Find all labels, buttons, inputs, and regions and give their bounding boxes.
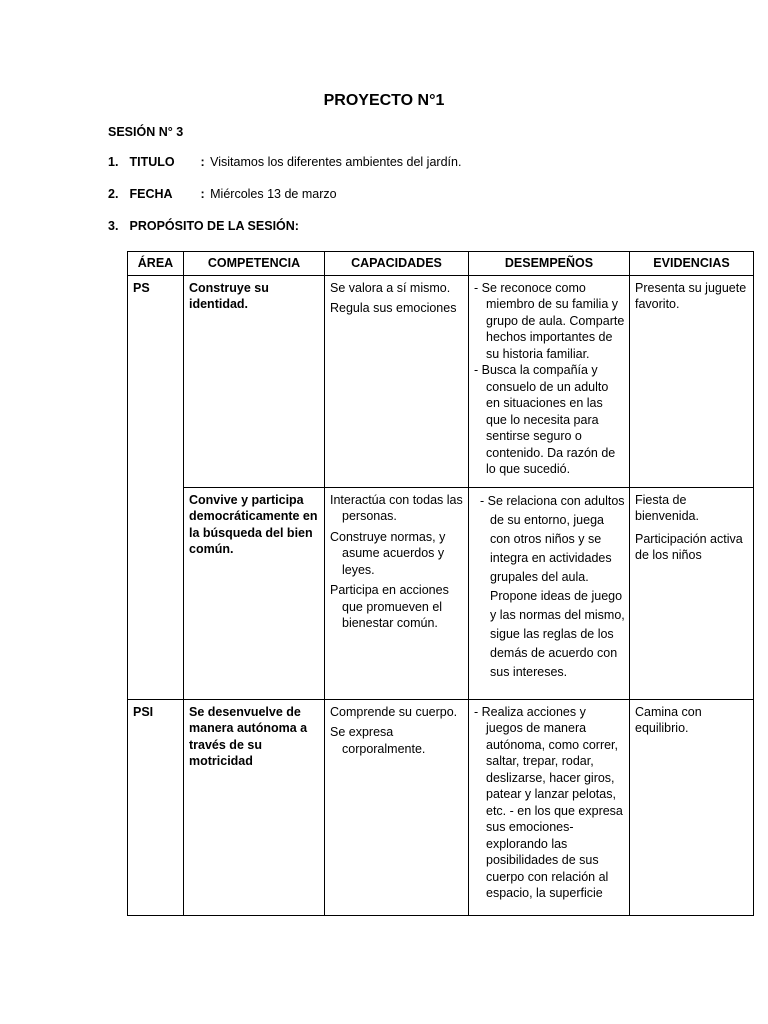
capacidad-item: Se expresa corporalmente.: [330, 725, 426, 756]
evidencias-cell: [630, 275, 754, 487]
capacidad-item: Participa en acciones que promueven el bienestar común.: [330, 583, 449, 630]
item-number: 3.: [108, 219, 119, 233]
competencia-cell: Construye su identidad.: [184, 275, 325, 487]
desempenos-cell: [469, 275, 630, 487]
item-colon: :: [200, 187, 205, 201]
item-number: 2.: [108, 187, 119, 201]
header-capacidades: CAPACIDADES: [325, 252, 469, 276]
area-cell: PS: [128, 275, 184, 699]
desempeno-item: - Se relaciona con adultos de su entorno, juega con otros niños y se integra en actividades grupales del aula. Propone ideas de juego y las normas del mismo, sigue las reglas de los demás de acuerdo con sus intereses.: [480, 493, 625, 679]
item-value: Miércoles 13 de marzo: [210, 187, 337, 201]
desempenos-cell: [469, 487, 630, 699]
capacidad-item: Comprende su cuerpo.: [330, 704, 458, 719]
capacidades-cell: [325, 487, 469, 699]
area-cell: PSI: [128, 699, 184, 915]
capacidades-cell: [325, 275, 469, 487]
item-value: Visitamos los diferentes ambientes del jardín.: [210, 155, 462, 169]
header-competencia: COMPETENCIA: [184, 252, 325, 276]
header-desempenos: DESEMPEÑOS: [469, 252, 630, 276]
desempeno-item: - Realiza acciones y juegos de manera autónoma, como correr, saltar, trepar, rodar, deslizarse, hacer giros, patear y lanzar pelotas, etc. - en los que expresa sus emociones- explorando las posibilidades de sus cuerpo con relación al espacio, la superficie: [474, 704, 623, 900]
session-number: SESIÓN N° 3: [108, 125, 184, 139]
capacidad-item: Interactúa con todas las personas.: [330, 492, 463, 523]
purpose-table: [127, 251, 754, 916]
item-titulo: [108, 155, 461, 169]
competencia-cell: Convive y participa democráticamente en la búsqueda del bien común.: [184, 487, 325, 699]
evidencia-item: Participación activa de los niños: [635, 531, 743, 562]
table-row: [128, 275, 754, 487]
table-header-row: [128, 252, 754, 276]
header-area: ÁREA: [128, 252, 184, 276]
desempenos-cell: [469, 699, 630, 915]
capacidad-item: Construye normas, y asume acuerdos y leyes.: [330, 529, 446, 577]
evidencia-item: Fiesta de bienvenida.: [635, 492, 699, 523]
item-label: FECHA: [129, 187, 173, 201]
evidencia-item: Presenta su juguete favorito.: [635, 280, 747, 311]
table-row: [128, 699, 754, 915]
desempeno-item: - Se reconoce como miembro de su familia y grupo de aula. Comparte hechos importantes de su historia familiar.: [474, 280, 625, 361]
table-row: [128, 487, 754, 699]
evidencias-cell: [630, 487, 754, 699]
page-title: PROYECTO N°1: [323, 92, 445, 109]
item-colon: :: [200, 155, 205, 169]
competencia-cell: Se desenvuelve de manera autónoma a través de su motricidad: [184, 699, 325, 915]
item-label: TITULO: [129, 155, 175, 169]
evidencias-cell: [630, 699, 754, 915]
capacidades-cell: [325, 699, 469, 915]
header-evidencias: EVIDENCIAS: [630, 252, 754, 276]
capacidad-item: Regula sus emociones: [330, 301, 457, 315]
item-proposito: [108, 219, 299, 233]
item-label: PROPÓSITO DE LA SESIÓN:: [129, 219, 299, 233]
capacidad-item: Se valora a sí mismo.: [330, 280, 451, 295]
item-number: 1.: [108, 155, 119, 169]
evidencia-item: Camina con equilibrio.: [635, 704, 702, 735]
desempeno-item: - Busca la compañía y consuelo de un adulto en situaciones en las que lo necesita para sentirse seguro o contenido. Da razón de lo que sucedió.: [474, 363, 616, 476]
item-fecha: [108, 187, 337, 201]
